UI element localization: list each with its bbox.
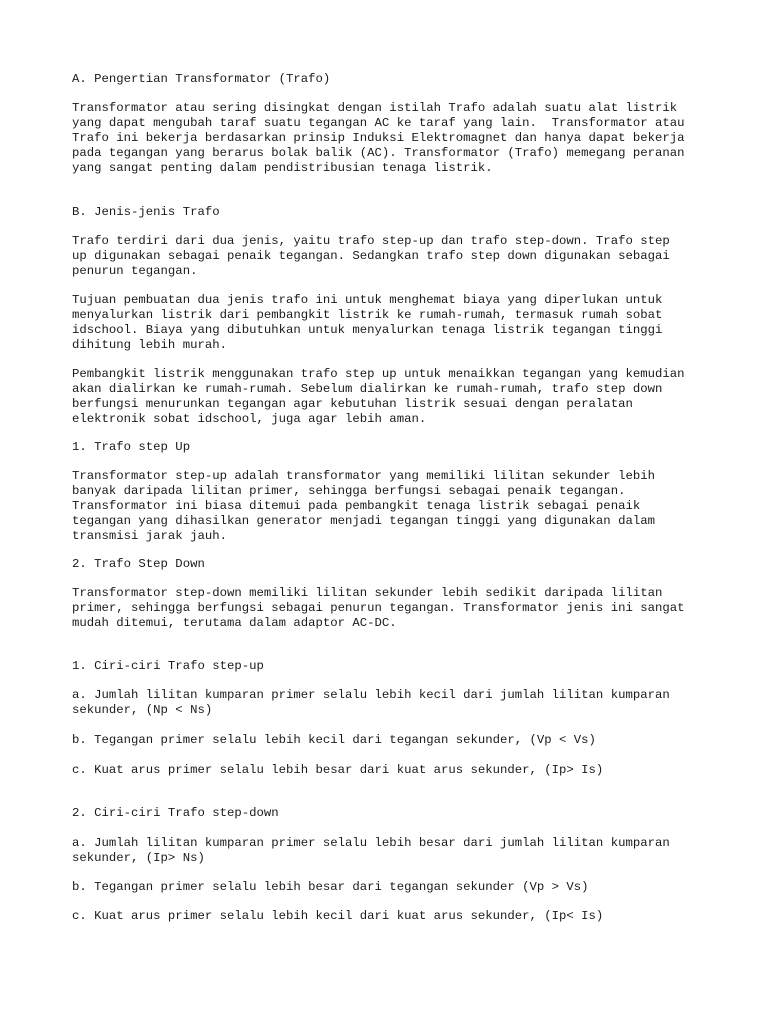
stepdown-para-line: Transformator step-down memiliki lilitan sekunder lebih sedikit daripada lilitan	[72, 586, 663, 600]
jenis-para2-line: idschool. Biaya yang dibutuhkan untuk menyalurkan tenaga listrik tegangan tinggi	[72, 323, 663, 337]
stepup-para-line: transmisi jarak jauh.	[72, 529, 227, 543]
subheading-step-down: 2. Trafo Step Down	[72, 557, 205, 571]
section-heading-pengertian: A. Pengertian Transformator (Trafo)	[72, 72, 331, 86]
stepup-para-line: banyak daripada lilitan primer, sehingga berfungsi sebagai penaik tegangan.	[72, 484, 626, 498]
jenis-para3-line: elektronik sobat idschool, juga agar lebih aman.	[72, 412, 427, 426]
ciri-down-a-line: sekunder, (Ip> Ns)	[72, 851, 205, 865]
jenis-para2-line: menyalurkan listrik dari pembangkit listrik ke rumah-rumah, termasuk rumah sobat	[72, 308, 663, 322]
ciri-up-c: c. Kuat arus primer selalu lebih besar dari kuat arus sekunder, (Ip> Is)	[72, 763, 604, 777]
subheading-step-up: 1. Trafo step Up	[72, 440, 191, 454]
ciri-down-c: c. Kuat arus primer selalu lebih kecil dari kuat arus sekunder, (Ip< Is)	[72, 909, 604, 923]
jenis-para1-line: penurun tegangan.	[72, 264, 198, 278]
intro-line: Transformator atau sering disingkat dengan istilah Trafo adalah suatu alat listrik	[72, 101, 678, 115]
jenis-para2-line: Tujuan pembuatan dua jenis trafo ini untuk menghemat biaya yang diperlukan untuk	[72, 293, 663, 307]
jenis-para1-line: Trafo terdiri dari dua jenis, yaitu trafo step-up dan trafo step-down. Trafo step	[72, 234, 670, 248]
stepdown-para-line: primer, sehingga berfungsi sebagai penurun tegangan. Transformator jenis ini sangat	[72, 601, 685, 615]
subheading-ciri-step-down: 2. Ciri-ciri Trafo step-down	[72, 806, 279, 820]
ciri-down-a-line: a. Jumlah lilitan kumparan primer selalu lebih besar dari jumlah lilitan kumparan	[72, 836, 670, 850]
stepdown-para-line: mudah ditemui, terutama dalam adaptor AC-DC.	[72, 616, 397, 630]
stepup-para-line: Transformator step-up adalah transformator yang memiliki lilitan sekunder lebih	[72, 469, 655, 483]
subheading-ciri-step-up: 1. Ciri-ciri Trafo step-up	[72, 659, 264, 673]
intro-line: yang dapat mengubah taraf suatu tegangan AC ke taraf yang lain. Transformator atau	[72, 116, 685, 130]
jenis-para3-line: Pembangkit listrik menggunakan trafo step up untuk menaikkan tegangan yang kemudian	[72, 367, 685, 381]
intro-line: yang sangat penting dalam pendistribusian tenaga listrik.	[72, 161, 493, 175]
jenis-para3-line: akan dialirkan ke rumah-rumah. Sebelum dialirkan ke rumah-rumah, trafo step down	[72, 382, 663, 396]
stepup-para-line: Transformator ini biasa ditemui pada pembangkit tenaga listrik sebagai penaik	[72, 499, 641, 513]
jenis-para3-line: berfungsi menurunkan tegangan agar kebutuhan listrik sesuai dengan peralatan	[72, 397, 633, 411]
ciri-down-b: b. Tegangan primer selalu lebih besar dari tegangan sekunder (Vp > Vs)	[72, 880, 589, 894]
ciri-up-a-line: a. Jumlah lilitan kumparan primer selalu lebih kecil dari jumlah lilitan kumparan	[72, 688, 670, 702]
jenis-para1-line: up digunakan sebagai penaik tegangan. Sedangkan trafo step down digunakan sebagai	[72, 249, 670, 263]
ciri-up-a-line: sekunder, (Np < Ns)	[72, 703, 213, 717]
jenis-para2-line: dihitung lebih murah.	[72, 338, 227, 352]
section-heading-jenis: B. Jenis-jenis Trafo	[72, 205, 220, 219]
intro-line: Trafo ini bekerja berdasarkan prinsip Induksi Elektromagnet dan hanya dapat bekerja	[72, 131, 685, 145]
intro-line: pada tegangan yang berarus bolak balik (AC). Transformator (Trafo) memegang peranan	[72, 146, 685, 160]
stepup-para-line: tegangan yang dihasilkan generator menjadi tegangan tinggi yang digunakan dalam	[72, 514, 655, 528]
ciri-up-b: b. Tegangan primer selalu lebih kecil dari tegangan sekunder, (Vp < Vs)	[72, 733, 596, 747]
